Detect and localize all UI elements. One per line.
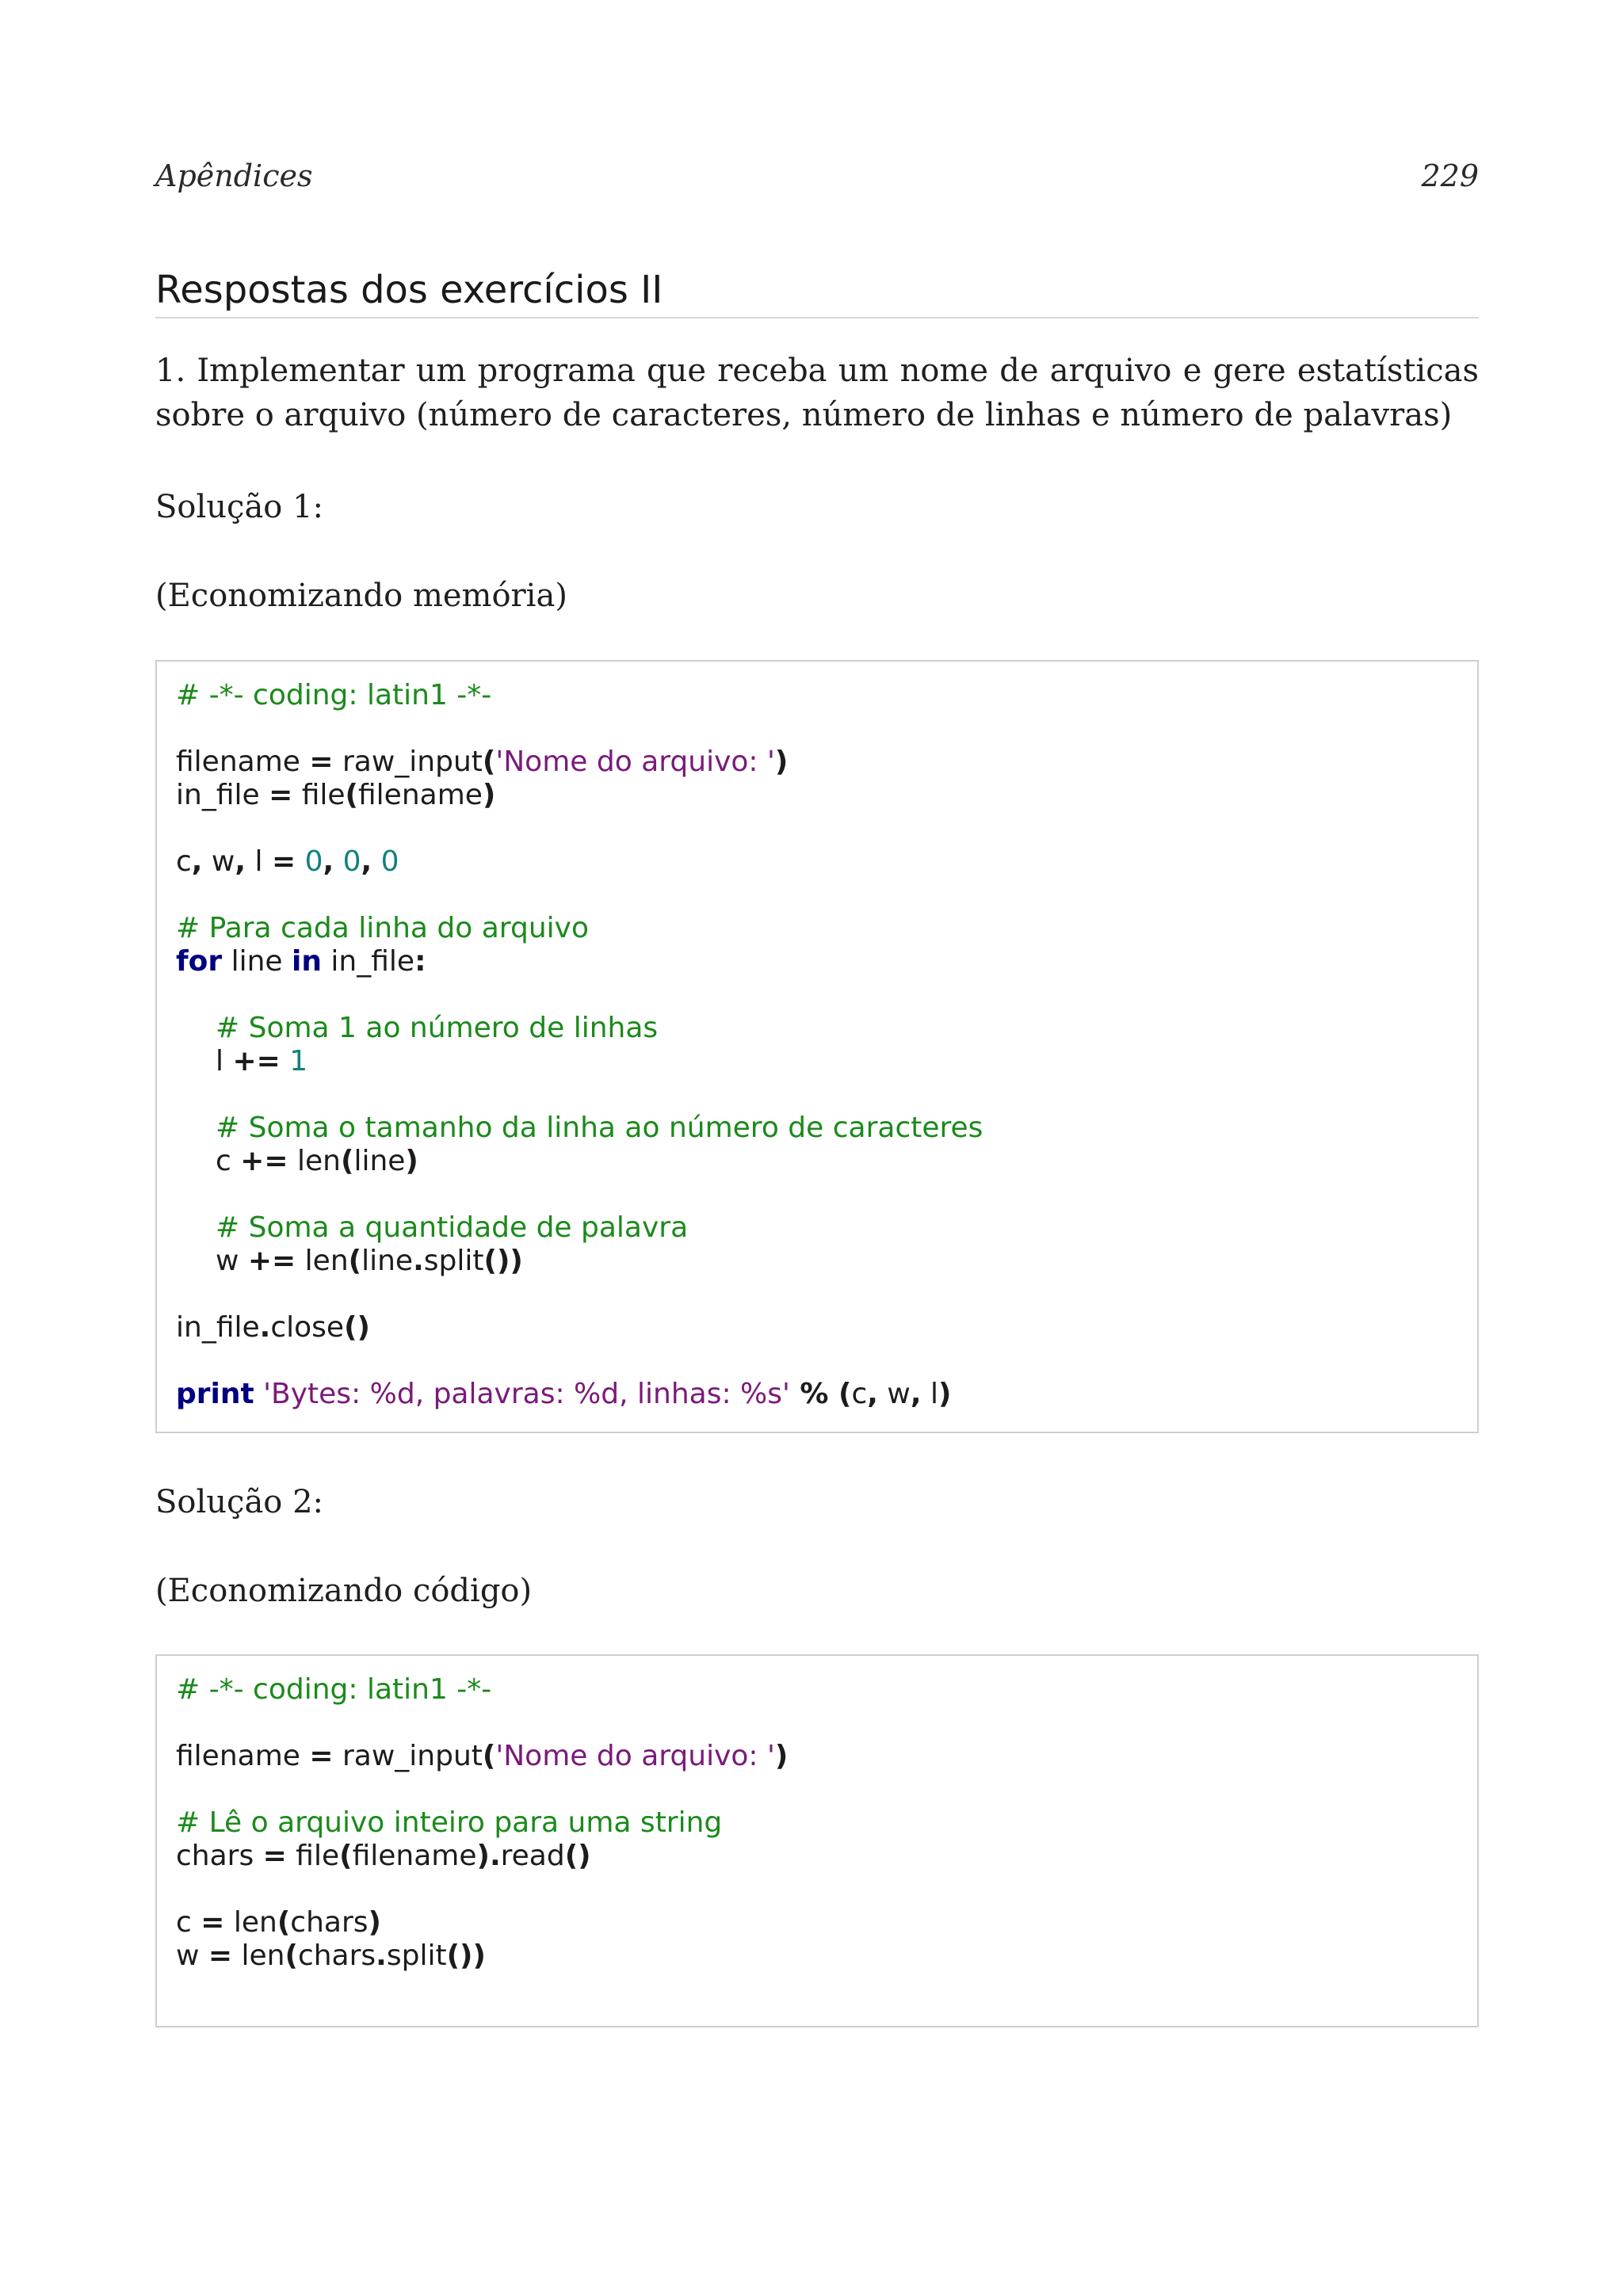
header-section-name: Apêndices [155,158,313,193]
exercise-statement: 1. Implementar um programa que receba um nome de arquivo e gere estatísticas sobre o arquivo (número de caracteres, número de linhas e número de palavras) [155,353,1479,433]
code-blank-line [176,712,1458,746]
code-comment: # Soma 1 ao número de linhas [216,1012,659,1044]
code-blank-line [176,978,1458,1012]
page-number: 229 [1421,158,1479,193]
code-line: # -*- coding: latin1 -*- [176,1673,492,1706]
code-comment: # Soma a quantidade de palavra [216,1211,689,1244]
code-comment: # Soma o tamanho da linha ao número de caracteres [216,1112,983,1144]
solution-2-label: Solução 2: [155,1484,324,1520]
code-line: # -*- coding: latin1 -*- [176,679,492,711]
code-line: c += len(line) [216,1145,418,1177]
running-header [155,158,1479,193]
code-blank-line [176,812,1458,845]
code-comment: # Lê o arquivo inteiro para uma string [176,1806,723,1839]
code-line: print 'Bytes: %d, palavras: %d, linhas: %s' % (c, w, l) [176,1378,952,1410]
code-blank-line [176,1344,1458,1378]
code-line: filename = raw_input('Nome do arquivo: ') [176,746,789,778]
code-blank-line [176,1873,1458,1906]
code-line: c, w, l = 0, 0, 0 [176,845,399,878]
code-line: in_file = file(filename) [176,779,496,811]
code-blank-line [176,1707,1458,1740]
code-blank-line [176,1078,1458,1112]
solution-1-label: Solução 1: [155,489,324,525]
code-line: chars = file(filename).read() [176,1840,591,1872]
code-line: c = len(chars) [176,1906,381,1939]
code-blank-line [176,1178,1458,1211]
code-block-solution-2 [155,1654,1479,2027]
code-line: l += 1 [216,1045,308,1077]
code-line: filename = raw_input('Nome do arquivo: ') [176,1740,789,1772]
code-blank-line [176,879,1458,912]
solution-1-note: (Economizando memória) [155,578,567,614]
code-line: w = len(chars.split()) [176,1939,486,1972]
code-line: for line in in_file: [176,945,426,978]
code-block-solution-1 [155,660,1479,1433]
code-blank-line [176,1773,1458,1806]
code-line: w += len(line.split()) [216,1245,523,1277]
code-blank-line [176,1278,1458,1311]
code-line: in_file.close() [176,1311,370,1344]
code-comment: # Para cada linha do arquivo [176,912,589,944]
solution-2-note: (Economizando código) [155,1573,533,1609]
section-title: Respostas dos exercícios II [155,268,1479,318]
